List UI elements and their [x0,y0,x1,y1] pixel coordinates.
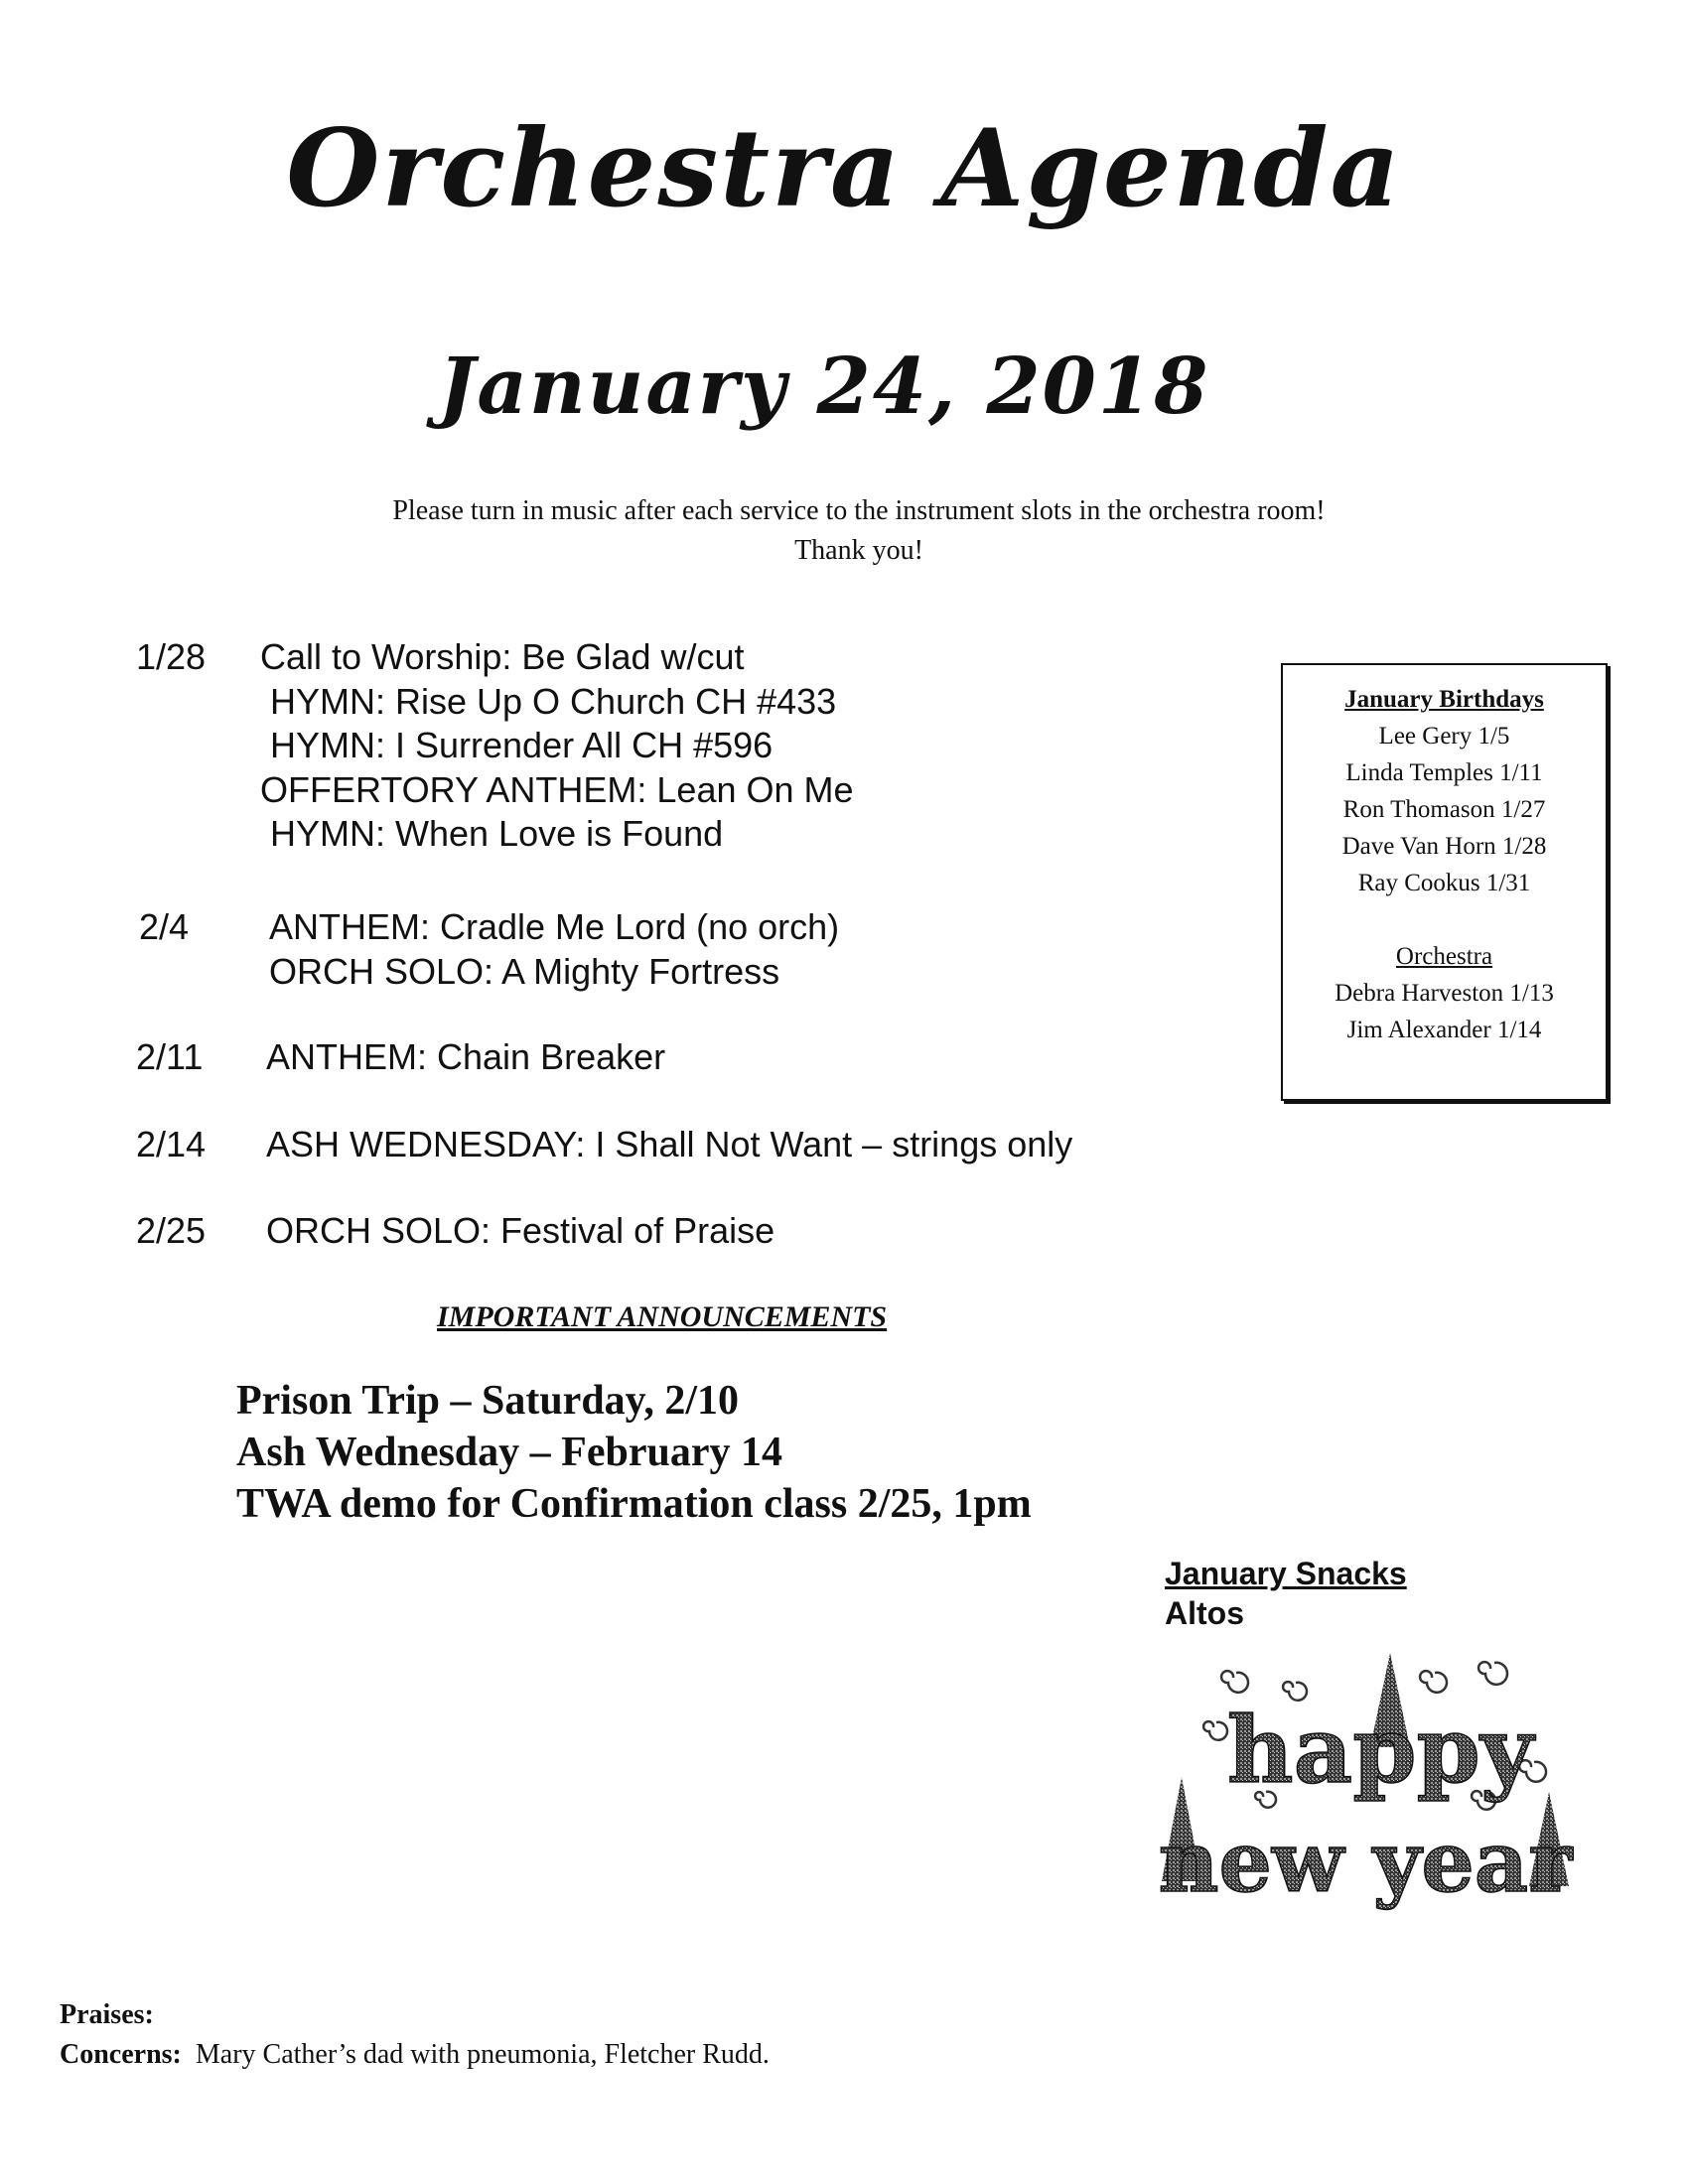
agenda-entry-items [266,1035,665,1080]
agenda-entry-items [266,1209,774,1254]
clipart-text-new-year: new year [1158,1813,1573,1911]
birthday-entry: Jim Alexander 1/14 [1346,1017,1542,1043]
agenda-entry-date: 2/11 [136,1036,204,1077]
agenda-date-heading: January 24, 2018 [438,341,1210,432]
praises-label: Praises: [60,1999,154,2030]
agenda-item: Call to Worship: Be Glad w/cut [260,636,745,677]
announcement-item: Prison Trip – Saturday, 2/10 [236,1378,740,1424]
music-return-notice [0,491,1688,571]
birthday-entry: Linda Temples 1/11 [1345,759,1543,786]
announcements-heading: IMPORTANT ANNOUNCEMENTS [437,1300,888,1333]
announcement-item: Ash Wednesday – February 14 [236,1430,782,1475]
agenda-item: HYMN: Rise Up O Church CH #433 [270,680,837,722]
announcements-list [236,1375,1032,1530]
agenda-item: HYMN: I Surrender All CH #596 [270,725,774,765]
page-title: Orchestra Agenda [286,106,1402,231]
clipart-text-happy: happy [1226,1697,1534,1804]
birthdays-heading: January Birthdays [1344,686,1544,713]
agenda-item: ANTHEM: Cradle Me Lord (no orch) [269,906,840,947]
praises-concerns [60,1995,770,2075]
snacks-section [1165,1554,1407,1633]
agenda-item: OFFERTORY ANTHEM: Lean On Me [260,768,854,810]
agenda-entry-date: 2/25 [136,1210,207,1251]
agenda-entry-items [266,1123,1072,1167]
agenda-entry-date: 1/28 [136,636,207,677]
birthdays-box [1281,663,1608,1101]
agenda-entry-items [269,905,839,994]
agenda-item: ORCH SOLO: A Mighty Fortress [269,950,780,992]
agenda-entry-items [260,635,854,857]
agenda-item: HYMN: When Love is Found [270,813,724,854]
happy-new-year-clipart [1157,1643,1574,1911]
agenda-item: ANTHEM: Chain Breaker [266,1036,666,1077]
concerns-label: Concerns: [60,2039,182,2070]
orchestra-birthdays-heading: Orchestra [1395,943,1493,970]
snacks-heading: January Snacks [1165,1556,1407,1591]
announcement-item: TWA demo for Confirmation class 2/25, 1pm [236,1481,1032,1527]
concerns-value: Mary Cather’s dad with pneumonia, Fletcher Rudd. [195,2039,770,2070]
birthday-entry: Debra Harveston 1/13 [1335,980,1554,1007]
agenda-entry-date: 2/4 [139,906,190,947]
notice-line-1: Please turn in music after each service to the instrument slots in the orchestra room! [392,495,1326,526]
agenda-entry-date: 2/14 [136,1124,207,1164]
birthday-entry: Dave Van Horn 1/28 [1341,833,1547,860]
notice-line-2: Thank you! [794,535,923,566]
agenda-item: ORCH SOLO: Festival of Praise [266,1210,775,1251]
birthday-entry: Ron Thomason 1/27 [1342,796,1546,823]
birthday-entry: Ray Cookus 1/31 [1357,870,1531,896]
snacks-value: Altos [1165,1595,1244,1631]
agenda-item: ASH WEDNESDAY: I Shall Not Want – strings only [266,1124,1073,1164]
birthday-entry: Lee Gery 1/5 [1378,723,1510,750]
